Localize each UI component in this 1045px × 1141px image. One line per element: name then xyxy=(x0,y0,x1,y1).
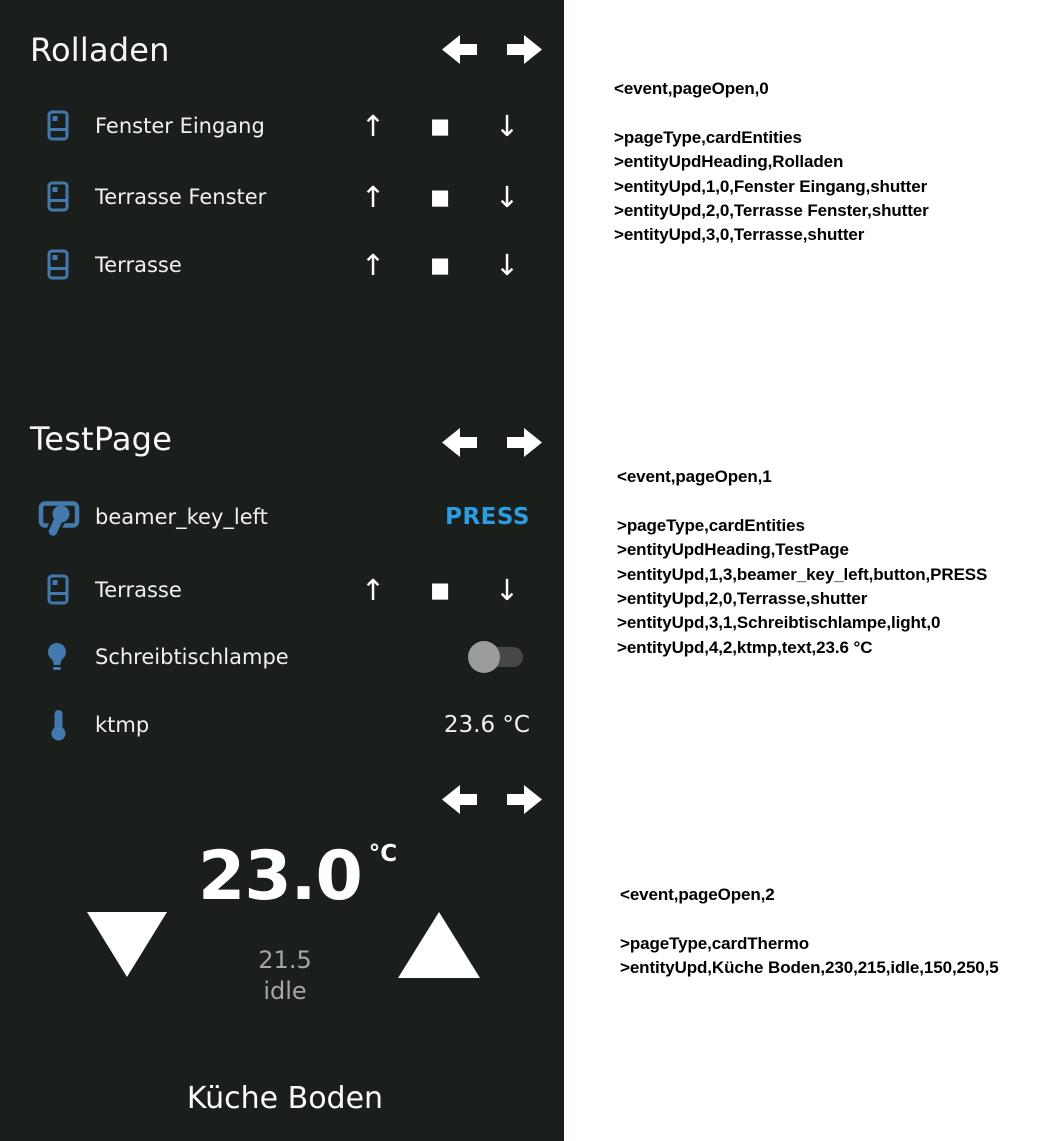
log-line: >entityUpd,4,2,ktmp,text,23.6 °C xyxy=(617,637,873,657)
shutter-stop-button[interactable]: ■ xyxy=(430,253,450,277)
current-temperature-value: 23.0 xyxy=(198,837,362,916)
shutter-up-button[interactable]: ↑ xyxy=(360,248,386,282)
temp-down-button[interactable] xyxy=(87,912,167,977)
shutter-up-button[interactable]: ↑ xyxy=(360,109,386,143)
shutter-down-button[interactable]: ↓ xyxy=(494,573,520,607)
temperature-value: 23.6 °C xyxy=(443,712,530,738)
temp-up-button[interactable] xyxy=(398,912,480,978)
thermostat-title: Küche Boden xyxy=(186,1081,384,1116)
entity-label: Terrasse Fenster xyxy=(95,185,267,209)
target-temperature: 21.5 xyxy=(258,946,312,974)
current-temperature xyxy=(198,837,398,916)
shutter-stop-button[interactable]: ■ xyxy=(430,578,450,602)
log-block-pageopen-1 xyxy=(617,465,1045,660)
log-line: >pageType,cardEntities xyxy=(617,515,805,535)
panel-rolladen xyxy=(0,0,564,398)
shutter-up-button[interactable]: ↑ xyxy=(360,573,386,607)
nav-right-icon[interactable] xyxy=(507,34,543,65)
toggle-knob xyxy=(468,641,500,673)
panel-testpage xyxy=(0,398,564,763)
log-line: >entityUpdHeading,TestPage xyxy=(617,540,849,560)
shutter-up-button[interactable]: ↑ xyxy=(360,180,386,214)
log-line xyxy=(617,489,1045,513)
entity-label: Fenster Eingang xyxy=(95,114,265,138)
shutter-down-button[interactable]: ↓ xyxy=(494,180,520,214)
entity-row-shutter xyxy=(0,104,564,148)
nav-right-icon[interactable] xyxy=(507,784,543,815)
nav-left-icon[interactable] xyxy=(441,34,477,65)
entity-row-shutter xyxy=(0,243,564,287)
temperature-unit: °C xyxy=(368,841,398,867)
entity-row-shutter xyxy=(0,568,564,612)
log-block-pageopen-2 xyxy=(620,883,1045,981)
hvac-state: idle xyxy=(263,977,307,1005)
entity-row-shutter xyxy=(0,175,564,219)
shutter-icon xyxy=(47,249,69,280)
entity-label: ktmp xyxy=(95,713,150,737)
log-line: >entityUpd,3,0,Terrasse,shutter xyxy=(614,225,865,245)
log-line: >entityUpdHeading,Rolladen xyxy=(614,152,844,172)
log-line: >entityUpd,2,0,Terrasse,shutter xyxy=(617,588,868,608)
shutter-down-button[interactable]: ↓ xyxy=(494,248,520,282)
log-line: >pageType,cardEntities xyxy=(614,127,802,147)
page-title: Rolladen xyxy=(30,31,170,69)
gesture-tap-button-icon xyxy=(38,498,80,536)
shutter-stop-button[interactable]: ■ xyxy=(430,185,450,209)
page-title: TestPage xyxy=(30,420,173,458)
log-block-pageopen-0 xyxy=(614,77,1044,248)
log-line: >entityUpd,3,1,Schreibtischlampe,light,0 xyxy=(617,613,941,633)
nav-left-icon[interactable] xyxy=(441,427,477,458)
log-line: >pageType,cardThermo xyxy=(620,933,809,953)
log-line: <event,pageOpen,2 xyxy=(620,885,775,904)
entity-label: beamer_key_left xyxy=(95,505,268,529)
log-line xyxy=(614,101,1044,125)
log-line: >entityUpd,1,3,beamer_key_left,button,PRESS xyxy=(617,564,988,584)
shutter-icon xyxy=(47,181,69,212)
log-line: <event,pageOpen,0 xyxy=(614,79,769,98)
entity-label: Terrasse xyxy=(95,253,182,277)
press-button[interactable]: PRESS xyxy=(445,504,530,530)
shutter-stop-button[interactable]: ■ xyxy=(430,114,450,138)
entity-row-light xyxy=(0,635,564,679)
log-line: >entityUpd,1,0,Fenster Eingang,shutter xyxy=(614,176,928,196)
log-line xyxy=(620,907,1045,931)
lightbulb-icon xyxy=(46,642,68,673)
entity-label: Terrasse xyxy=(95,578,182,602)
entity-row-button xyxy=(0,495,564,539)
log-line: >entityUpd,Küche Boden,230,215,idle,150,250,5 xyxy=(620,958,999,978)
thermometer-icon xyxy=(50,709,67,741)
log-line: <event,pageOpen,1 xyxy=(617,467,772,486)
shutter-down-button[interactable]: ↓ xyxy=(494,109,520,143)
log-line: >entityUpd,2,0,Terrasse Fenster,shutter xyxy=(614,200,929,220)
entity-label: Schreibtischlampe xyxy=(95,645,289,669)
entity-row-text xyxy=(0,703,564,747)
nav-right-icon[interactable] xyxy=(507,427,543,458)
nav-left-icon[interactable] xyxy=(441,784,477,815)
shutter-icon xyxy=(47,574,69,605)
shutter-icon xyxy=(47,110,69,141)
light-toggle-off[interactable] xyxy=(468,640,524,674)
